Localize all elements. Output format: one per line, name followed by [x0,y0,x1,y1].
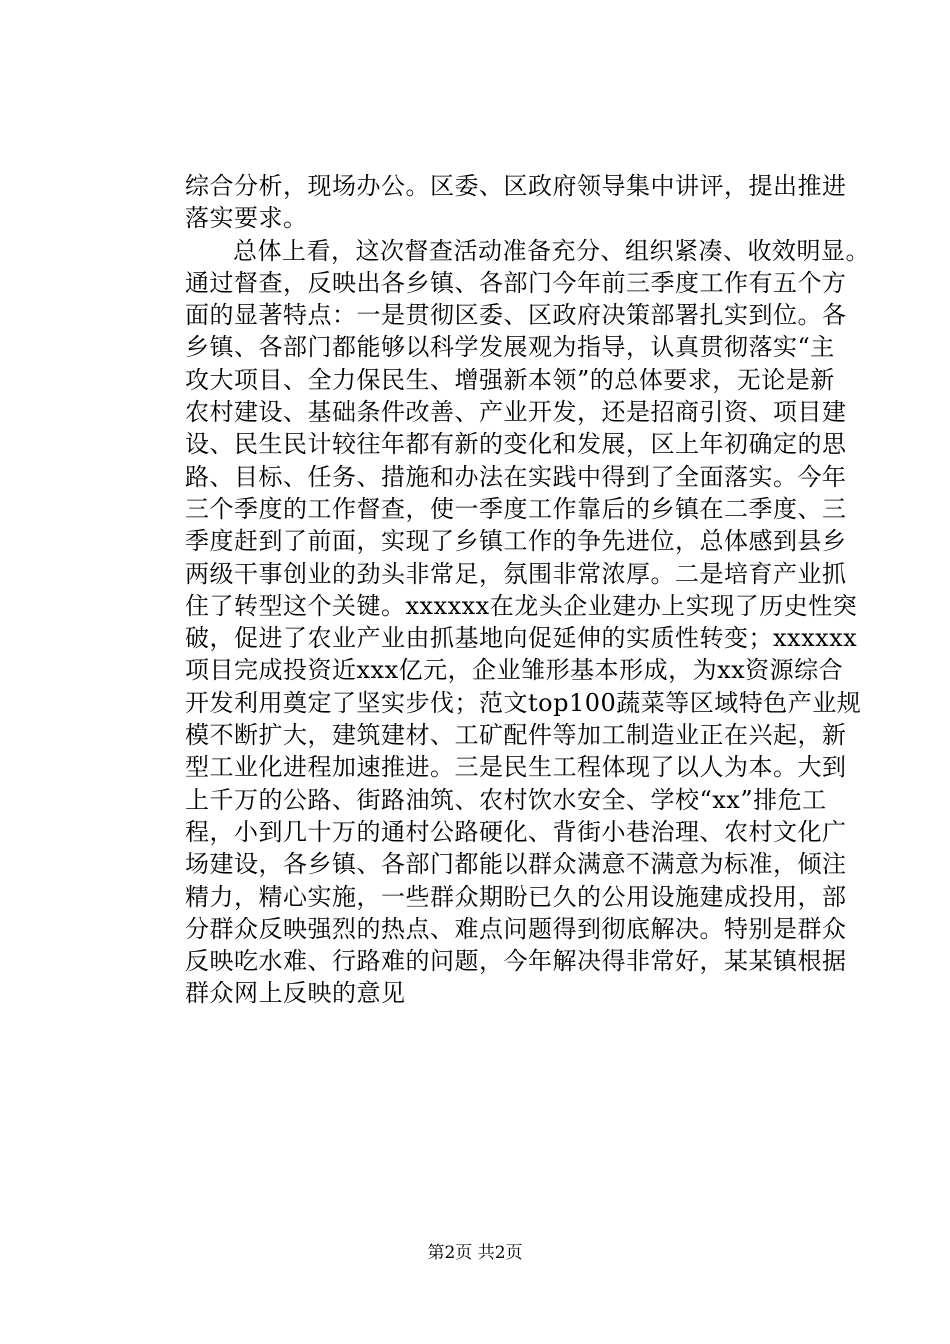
text-line: 总体上看，这次督查活动准备充分、组织紧凑、收效明显。 [233,236,870,265]
text-line: 场建设，各乡镇、各部门都能以群众满意不满意为标准，倾注 [185,850,847,879]
text-line: 群众网上反映的意见 [185,979,406,1008]
text-line: 分群众反映强烈的热点、难点问题得到彻底解决。特别是群众 [185,914,847,943]
text-line: 两级干事创业的劲头非常足，氛围非常浓厚。二是培育产业抓 [185,559,847,588]
text-line: 农村建设、基础条件改善、产业开发，还是招商引资、项目建 [185,398,847,427]
text-line: 模不断扩大，建筑建材、工矿配件等加工制造业正在兴起，新 [185,721,847,750]
page-number: 第2页 共2页 [427,1243,523,1263]
text-line: 型工业化进程加速推进。三是民生工程体现了以人为本。大到 [185,753,847,782]
body-text [185,170,870,1010]
text-line: 破，促进了农业产业由抓基地向促延伸的实质性转变；xxxxxx [185,624,858,653]
text-line: 住了转型这个关键。xxxxxx在龙头企业建办上实现了历史性突 [185,591,858,620]
text-line: 落实要求。 [185,204,308,233]
page-footer [0,1243,950,1263]
text-line: 攻大项目、全力保民生、增强新本领”的总体要求，无论是新 [185,365,835,394]
text-line: 三个季度的工作督查，使一季度工作靠后的乡镇在二季度、三 [185,494,847,523]
text-line: 项目完成投资近xxx亿元，企业雏形基本形成，为xx资源综合 [185,656,844,685]
text-line: 季度赶到了前面，实现了乡镇工作的争先进位，总体感到县乡 [185,527,847,556]
text-line: 设、民生民计较往年都有新的变化和发展，区上年初确定的思 [185,430,847,459]
text-line: 综合分析，现场办公。区委、区政府领导集中讲评，提出推进 [185,172,847,200]
text-line: 开发利用奠定了坚实步伐；范文top100蔬菜等区域特色产业规 [185,688,862,717]
text-line: 上千万的公路、街路油筑、农村饮水安全、学校“xx”排危工 [185,785,827,814]
text-line: 反映吃水难、行路难的问题，今年解决得非常好，某某镇根据 [185,947,847,976]
text-line: 通过督查，反映出各乡镇、各部门今年前三季度工作有五个方 [185,268,847,297]
text-line: 面的显著特点：一是贯彻区委、区政府决策部署扎实到位。各 [185,301,847,330]
text-line: 乡镇、各部门都能够以科学发展观为指导，认真贯彻落实“主 [185,333,835,362]
text-line: 路、目标、任务、措施和办法在实践中得到了全面落实。今年 [185,462,847,491]
text-line: 程，小到几十万的通村公路硬化、背街小巷治理、农村文化广 [185,817,847,846]
text-line: 精力，精心实施，一些群众期盼已久的公用设施建成投用，部 [185,882,847,911]
